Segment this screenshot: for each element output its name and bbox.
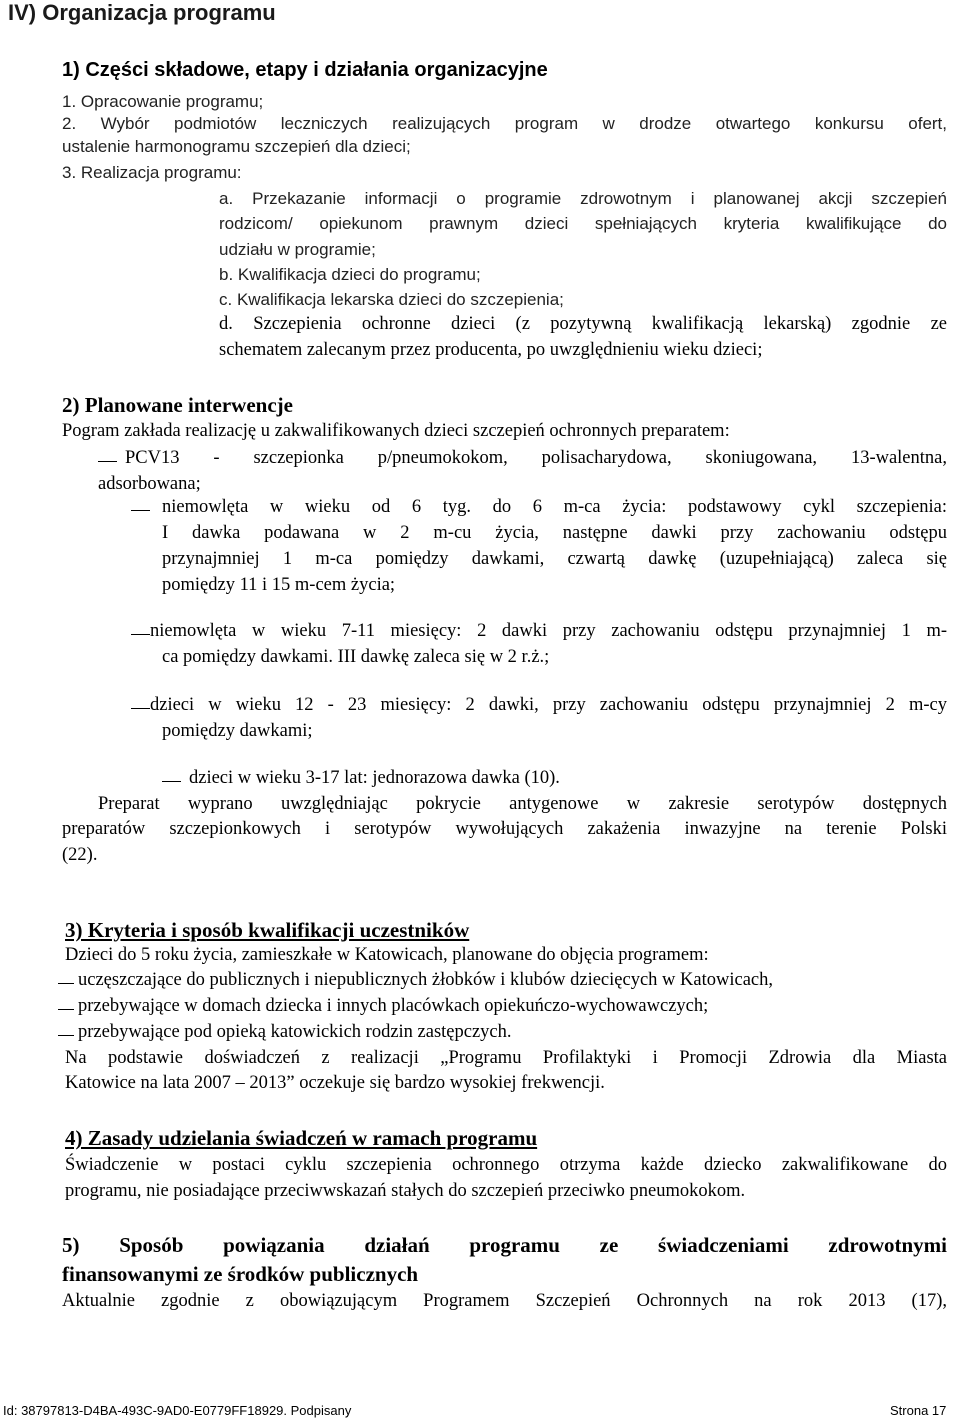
benefits-line-1: Świadczenie w postaci cyklu szczepienia ochronnego otrzyma każde dziecko zakwalifikowane do	[65, 1155, 947, 1175]
funding-line-1: Aktualnie zgodnie z obowiązującym Programem Szczepień Ochronnych na rok 2013 (17),	[62, 1291, 947, 1311]
infants-7-11-line-2: ca pomiędzy dawkami. III dawkę zaleca się w 2 r.ż.;	[162, 647, 550, 667]
list-dash	[131, 634, 150, 635]
criteria-item-1: uczęszczające do publicznych i niepublicznych żłobków i klubów dziecięcych w Katowicach,	[78, 970, 773, 990]
infants-7-11-line-1: niemowlęta w wieku 7-11 miesięcy: 2 dawki przy zachowaniu odstępu przynajmniej 1 m-	[150, 621, 947, 641]
list-dash	[58, 983, 74, 984]
subsection-5-heading-line-2: finansowanymi ze środków publicznych	[62, 1262, 419, 1286]
list-dash	[98, 461, 117, 462]
subsection-3-heading: 3) Kryteria i sposób kwalifikacji uczestników	[65, 918, 470, 942]
step-3c: c. Kwalifikacja lekarska dzieci do szczepienia;	[219, 290, 564, 309]
children-3-17: dzieci w wieku 3-17 lat: jednorazowa dawka (10).	[189, 768, 560, 788]
preparation-line-2: preparatów szczepionkowych i serotypów wywołujących zakażenia inwazyjne na terenie Polski	[62, 819, 947, 839]
step-1: 1. Opracowanie programu;	[62, 92, 264, 111]
preparation-line-1: Preparat wyprano uwzględniając pokrycie antygenowe w zakresie serotypów dostępnych	[98, 794, 947, 814]
infants-6w-line-2: I dawka podawana w 2 m-cu życia, następne dawki przy zachowaniu odstępu	[162, 523, 947, 543]
infants-6w-line-1: niemowlęta w wieku od 6 tyg. do 6 m-ca życia: podstawowy cykl szczepienia:	[162, 497, 947, 517]
step-2-line-2: ustalenie harmonogramu szczepień dla dzieci;	[62, 137, 411, 156]
interventions-intro: Pogram zakłada realizację u zakwalifikowanych dzieci szczepień ochronnych preparatem:	[62, 421, 730, 441]
list-dash	[131, 708, 150, 709]
infants-6w-line-3: przynajmniej 1 m-ca pomiędzy dawkami, czwartą dawkę (uzupełniającą) zaleca się	[162, 549, 947, 569]
step-3d-line-2: schematem zalecanym przez producenta, po uwzględnieniu wieku dzieci;	[219, 340, 763, 360]
step-3a-line-2: rodzicom/ opiekunom prawnym dzieci spełniających kryteria kwalifikujące do	[219, 214, 947, 233]
step-3a-line-1: a. Przekazanie informacji o programie zdrowotnym i planowanej akcji szczepień	[219, 189, 947, 208]
criteria-note-line-2: Katowice na lata 2007 – 2013” oczekuje się bardzo wysokiej frekwencji.	[65, 1073, 605, 1093]
benefits-line-2: programu, nie posiadające przeciwwskazań stałych do szczepień przeciwko pneumokokom.	[65, 1181, 746, 1201]
subsection-4-heading: 4) Zasady udzielania świadczeń w ramach programu	[65, 1126, 538, 1150]
pcv13-line-1: PCV13 - szczepionka p/pneumokokom, polisacharydowa, skoniugowana, 13-walentna,	[125, 448, 947, 468]
subsection-2-heading: 2) Planowane interwencje	[62, 393, 293, 417]
children-12-23-line-1: dzieci w wieku 12 - 23 miesięcy: 2 dawki, przy zachowaniu odstępu przynajmniej 2 m-cy	[150, 695, 947, 715]
subsection-1-heading: 1) Części składowe, etapy i działania organizacyjne	[62, 59, 548, 81]
list-dash	[131, 510, 150, 511]
list-dash	[58, 1009, 74, 1010]
infants-6w-line-4: pomiędzy 11 i 15 m-cem życia;	[162, 575, 396, 595]
children-12-23-line-2: pomiędzy dawkami;	[162, 721, 313, 741]
step-3b: b. Kwalifikacja dzieci do programu;	[219, 265, 481, 284]
step-3: 3. Realizacja programu:	[62, 163, 242, 182]
subsection-5-heading-line-1: 5) Sposób powiązania działań programu ze świadczeniami zdrowotnymi	[62, 1233, 947, 1257]
step-3d-line-1: d. Szczepienia ochronne dzieci (z pozytywną kwalifikacją lekarską) zgodnie ze	[219, 314, 947, 334]
section-title: IV) Organizacja programu	[8, 0, 276, 25]
list-dash	[162, 781, 181, 782]
preparation-line-3: (22).	[62, 845, 98, 865]
step-2-line-1: 2. Wybór podmiotów leczniczych realizujących program w drodze otwartego konkursu ofert,	[62, 114, 947, 133]
step-3a-line-3: udziału w programie;	[219, 240, 376, 259]
criteria-item-2: przebywające w domach dziecka i innych placówkach opiekuńczo-wychowawczych;	[78, 996, 709, 1016]
footer-document-id: Id: 38797813-D4BA-493C-9AD0-E0779FF18929. Podpisany	[3, 1403, 352, 1418]
footer-page-number: Strona 17	[890, 1403, 947, 1418]
criteria-intro: Dzieci do 5 roku życia, zamieszkałe w Katowicach, planowane do objęcia programem:	[65, 945, 709, 965]
criteria-note-line-1: Na podstawie doświadczeń z realizacji „Programu Profilaktyki i Promocji Zdrowia dla Miasta	[65, 1048, 947, 1068]
criteria-item-3: przebywające pod opieką katowickich rodzin zastępczych.	[78, 1022, 512, 1042]
list-dash	[58, 1035, 74, 1036]
pcv13-line-2: adsorbowana;	[98, 474, 201, 494]
